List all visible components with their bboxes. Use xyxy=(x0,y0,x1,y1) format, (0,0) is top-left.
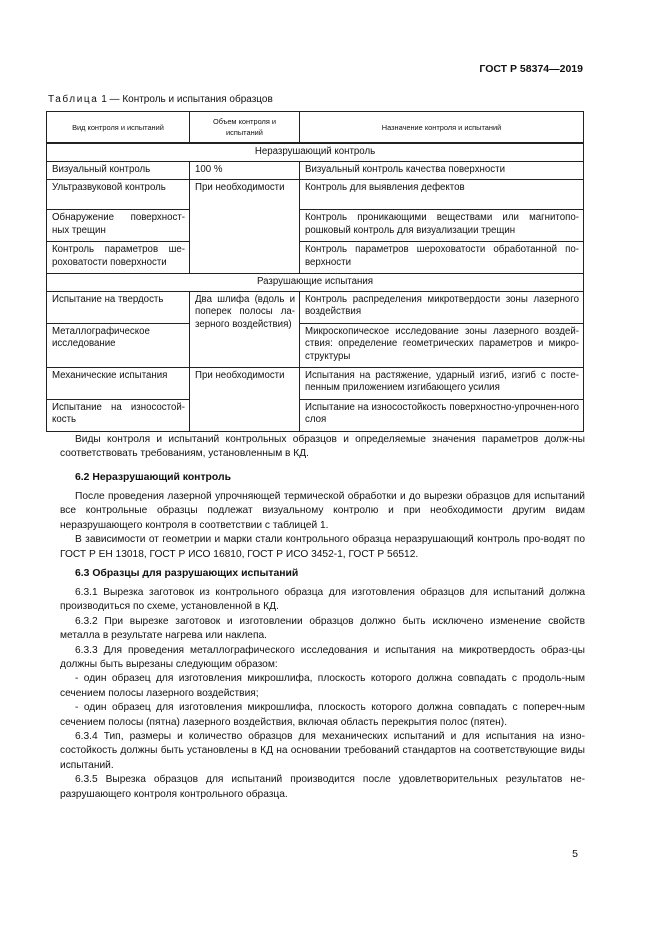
cell-volume: При необходимости xyxy=(190,367,300,431)
table-caption-text: 1 — Контроль и испытания образцов xyxy=(98,94,273,105)
table-row xyxy=(47,242,584,274)
cell-type: Испытание на твердость xyxy=(47,291,190,323)
section-6-3-body xyxy=(60,586,585,802)
table-header-row xyxy=(47,112,584,144)
paragraph: 6.3.4 Тип, размеры и количество образцов для механических испытаний и для испытания на изно-состойкость должны быть установлены в КД на основании требований стандартов на соответствующие виды испытаний. xyxy=(60,731,585,771)
table-caption-word: Таблица xyxy=(48,94,99,105)
section-row-destructive xyxy=(47,274,584,292)
paragraph: 6.3.1 Вырезка заготовок из контрольного образца для изготовления образцов для испытаний должна производиться по схеме, установленной в КД. xyxy=(60,587,585,613)
list-item: - один образец для изготовления микрошлифа, плоскость которого должна совпадать с попереч-ным сечением полосы (пятна) лазерного воздействия, включая область перекрытия полос (пятен). xyxy=(60,702,585,728)
cell-volume: При необходимости xyxy=(190,180,300,274)
cell-volume: 100 % xyxy=(190,161,300,180)
section-row-nondestructive xyxy=(47,143,584,161)
paragraph: 6.3.2 При вырезке заготовок и изготовлении образцов должно быть исключено изменение свойств металла в результате нагрева или наклепа. xyxy=(60,615,585,642)
col-header-purpose: Назначение контроля и испытаний xyxy=(300,112,584,144)
cell-type: Визуальный контроль xyxy=(47,161,190,180)
list-item: - один образец для изготовления микрошлифа, плоскость которого должна совпадать с продоль-ным сечением полосы лазерного воздействия; xyxy=(60,673,585,699)
table-row xyxy=(47,323,584,367)
table-caption xyxy=(48,94,273,105)
cell-type: Обнаружение поверхност-ных трещин xyxy=(47,210,190,242)
control-table xyxy=(46,111,584,432)
cell-purpose: Испытание на износостойкость поверхностно-упрочнен-ного слоя xyxy=(300,399,584,431)
paragraph: В зависимости от геометрии и марки стали контрольного образца неразрушающий контроль про-водят по ГОСТ Р ЕН 13018, ГОСТ Р ИСО 16810, ГОСТ Р ИСО 3452-1, ГОСТ Р 56512. xyxy=(60,534,585,560)
cell-purpose: Контроль проникающими веществами или магнитопо-рошковый контроль для визуализации трещин xyxy=(300,210,584,242)
col-header-volume: Объем контроля и испытаний xyxy=(190,112,300,144)
after-table-paragraph: Виды контроля и испытаний контрольных образцов и определяемые значения параметров долж-ны соответствовать требованиям, установленным в КД. xyxy=(60,434,585,460)
section-title: Неразрушающий контроль xyxy=(47,143,584,161)
document-code: ГОСТ Р 58374—2019 xyxy=(479,63,583,75)
cell-type: Механические испытания xyxy=(47,367,190,399)
table-row xyxy=(47,367,584,399)
paragraph: После проведения лазерной упрочняющей термической обработки и до вырезки образцов для испытаний все контрольные образцы подлежат визуальному контролю и при необходимости другим видам неразрушающего контроля в соответствии с таблицей 1. xyxy=(60,491,585,531)
col-header-type: Вид контроля и испытаний xyxy=(47,112,190,144)
cell-purpose: Микроскопическое исследование зоны лазерного воздей-ствия: определение геометрических параметров и микро-структуры xyxy=(300,323,584,367)
cell-type: Металлографическое исследование xyxy=(47,323,190,367)
cell-volume: Два шлифа (вдоль и поперек полосы ла-зерного воздействия) xyxy=(190,291,300,367)
after-table-text-block xyxy=(60,433,585,462)
cell-type: Ультразвуковой контроль xyxy=(47,180,190,210)
section-title: Разрушающие испытания xyxy=(47,274,584,292)
table-row xyxy=(47,291,584,323)
page-number: 5 xyxy=(572,848,578,860)
section-heading-6-2: 6.2 Неразрушающий контроль xyxy=(75,472,231,483)
table-row xyxy=(47,180,584,210)
cell-purpose: Контроль для выявления дефектов xyxy=(300,180,584,210)
cell-type: Контроль параметров ше-роховатости поверхности xyxy=(47,242,190,274)
table-row xyxy=(47,161,584,180)
cell-purpose: Контроль параметров шероховатости обработанной по-верхности xyxy=(300,242,584,274)
cell-purpose: Испытания на растяжение, ударный изгиб, изгиб с посте-пенным приложением изгибающего усилия xyxy=(300,367,584,399)
table-row xyxy=(47,399,584,431)
cell-purpose: Контроль распределения микротвердости зоны лазерного воздействия xyxy=(300,291,584,323)
cell-purpose: Визуальный контроль качества поверхности xyxy=(300,161,584,180)
section-6-2-body xyxy=(60,490,585,562)
section-heading-6-3: 6.3 Образцы для разрушающих испытаний xyxy=(75,568,299,579)
table-row xyxy=(47,210,584,242)
cell-type: Испытание на износостой-кость xyxy=(47,399,190,431)
paragraph: 6.3.3 Для проведения металлографического исследования и испытания на микротвердость образ-цы должны быть вырезаны следующим образом: xyxy=(60,644,585,671)
paragraph: 6.3.5 Вырезка образцов для испытаний производится после удовлетворительных результатов не-разрушающего контроля контрольного образца. xyxy=(60,774,585,800)
